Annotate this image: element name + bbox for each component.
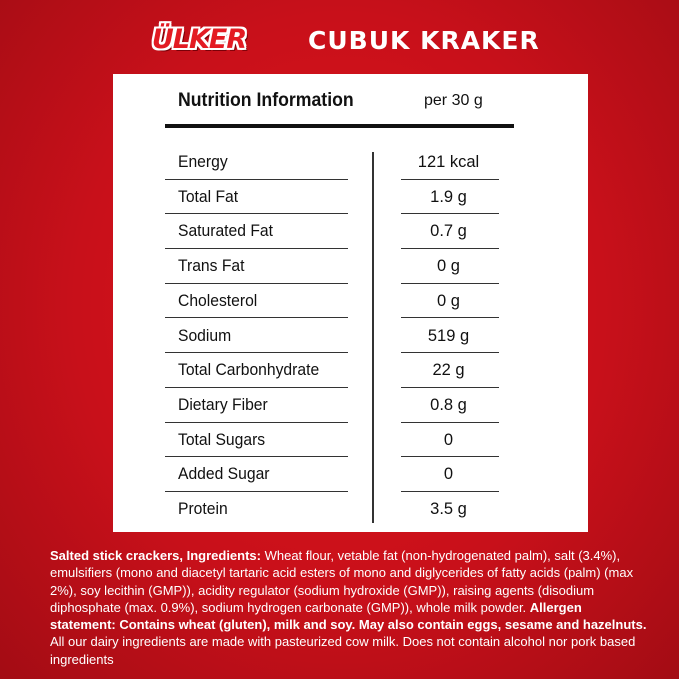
- ingredients-block: [50, 547, 650, 668]
- ingredients-text: Wheat flour, vetable fat (non-hydrogenated palm), salt (3.4%), emulsifiers (mono and diacetyl tartaric acid esters of mono and diglycerides of fatty acids (palm) (max 2%), soy lecithin (GMP)), acidity regulator (sodium hydroxide (GMP)), raising agents (disodium diphosphate (max. 0.9%), sodium hydrogen carbonate (GMP)), whole milk powder.: [50, 548, 634, 615]
- nutrition-row: [113, 388, 588, 423]
- nutrient-name: Trans Fat: [178, 257, 245, 276]
- nutrient-name: Dietary Fiber: [178, 395, 268, 414]
- nutrient-value: 121 kcal: [417, 153, 480, 171]
- nutrient-value: 0.7 g: [430, 222, 467, 241]
- nutrient-value: 0 g: [437, 257, 460, 276]
- nutrient-name: Added Sugar: [178, 465, 270, 484]
- nutrient-value: 0.8 g: [430, 395, 467, 414]
- allergen-statement: Allergen statement: Contains wheat (gluten), milk and soy. May also contain eggs, sesame and hazelnuts.: [50, 599, 647, 633]
- nutrient-value: 3.5 g: [430, 500, 467, 518]
- nutrition-title: Nutrition Information: [178, 90, 354, 111]
- nutrient-value: 519 g: [427, 326, 470, 345]
- nutrient-value: 22 g: [432, 361, 465, 380]
- nutrient-name: Total Carbonhydrate: [178, 361, 320, 380]
- serving-size: per 30 g: [424, 92, 483, 109]
- nutrient-value: 1.9 g: [430, 187, 467, 206]
- nutrition-row: [113, 457, 588, 492]
- nutrition-row: [113, 214, 588, 249]
- nutrient-name: Total Fat: [178, 187, 239, 206]
- brand-logo: [140, 22, 258, 56]
- nutrient-value: 0: [443, 430, 454, 449]
- nutrient-name: Protein: [178, 500, 228, 518]
- brand-logo-text: ÜLKER: [151, 23, 247, 55]
- ingredients-closing: All our dairy ingredients are made with pasteurized cow milk. Does not contain alcohol nor pork based ingredients: [50, 634, 636, 667]
- nutrient-name: Saturated Fat: [178, 222, 273, 241]
- nutrition-row: [113, 180, 588, 215]
- nutrient-value: 0: [443, 465, 454, 484]
- nutrition-panel: [113, 74, 588, 532]
- nutrition-row: [113, 145, 588, 180]
- nutrition-row: [113, 423, 588, 458]
- product-title: CUBUK KRAKER: [308, 26, 540, 55]
- nutrition-row: [113, 492, 588, 527]
- nutrition-row: [113, 249, 588, 284]
- nutrient-name: Energy: [178, 153, 228, 171]
- nutrient-name: Cholesterol: [178, 291, 258, 310]
- nutrition-row: [113, 353, 588, 388]
- nutrition-row: [113, 284, 588, 319]
- nutrient-name: Sodium: [178, 326, 232, 345]
- ingredients-heading: Salted stick crackers, Ingredients:: [50, 548, 261, 563]
- header-divider: [165, 124, 514, 128]
- nutrient-name: Total Sugars: [178, 430, 266, 449]
- nutrition-row: [113, 319, 588, 354]
- nutrient-value: 0 g: [437, 291, 460, 310]
